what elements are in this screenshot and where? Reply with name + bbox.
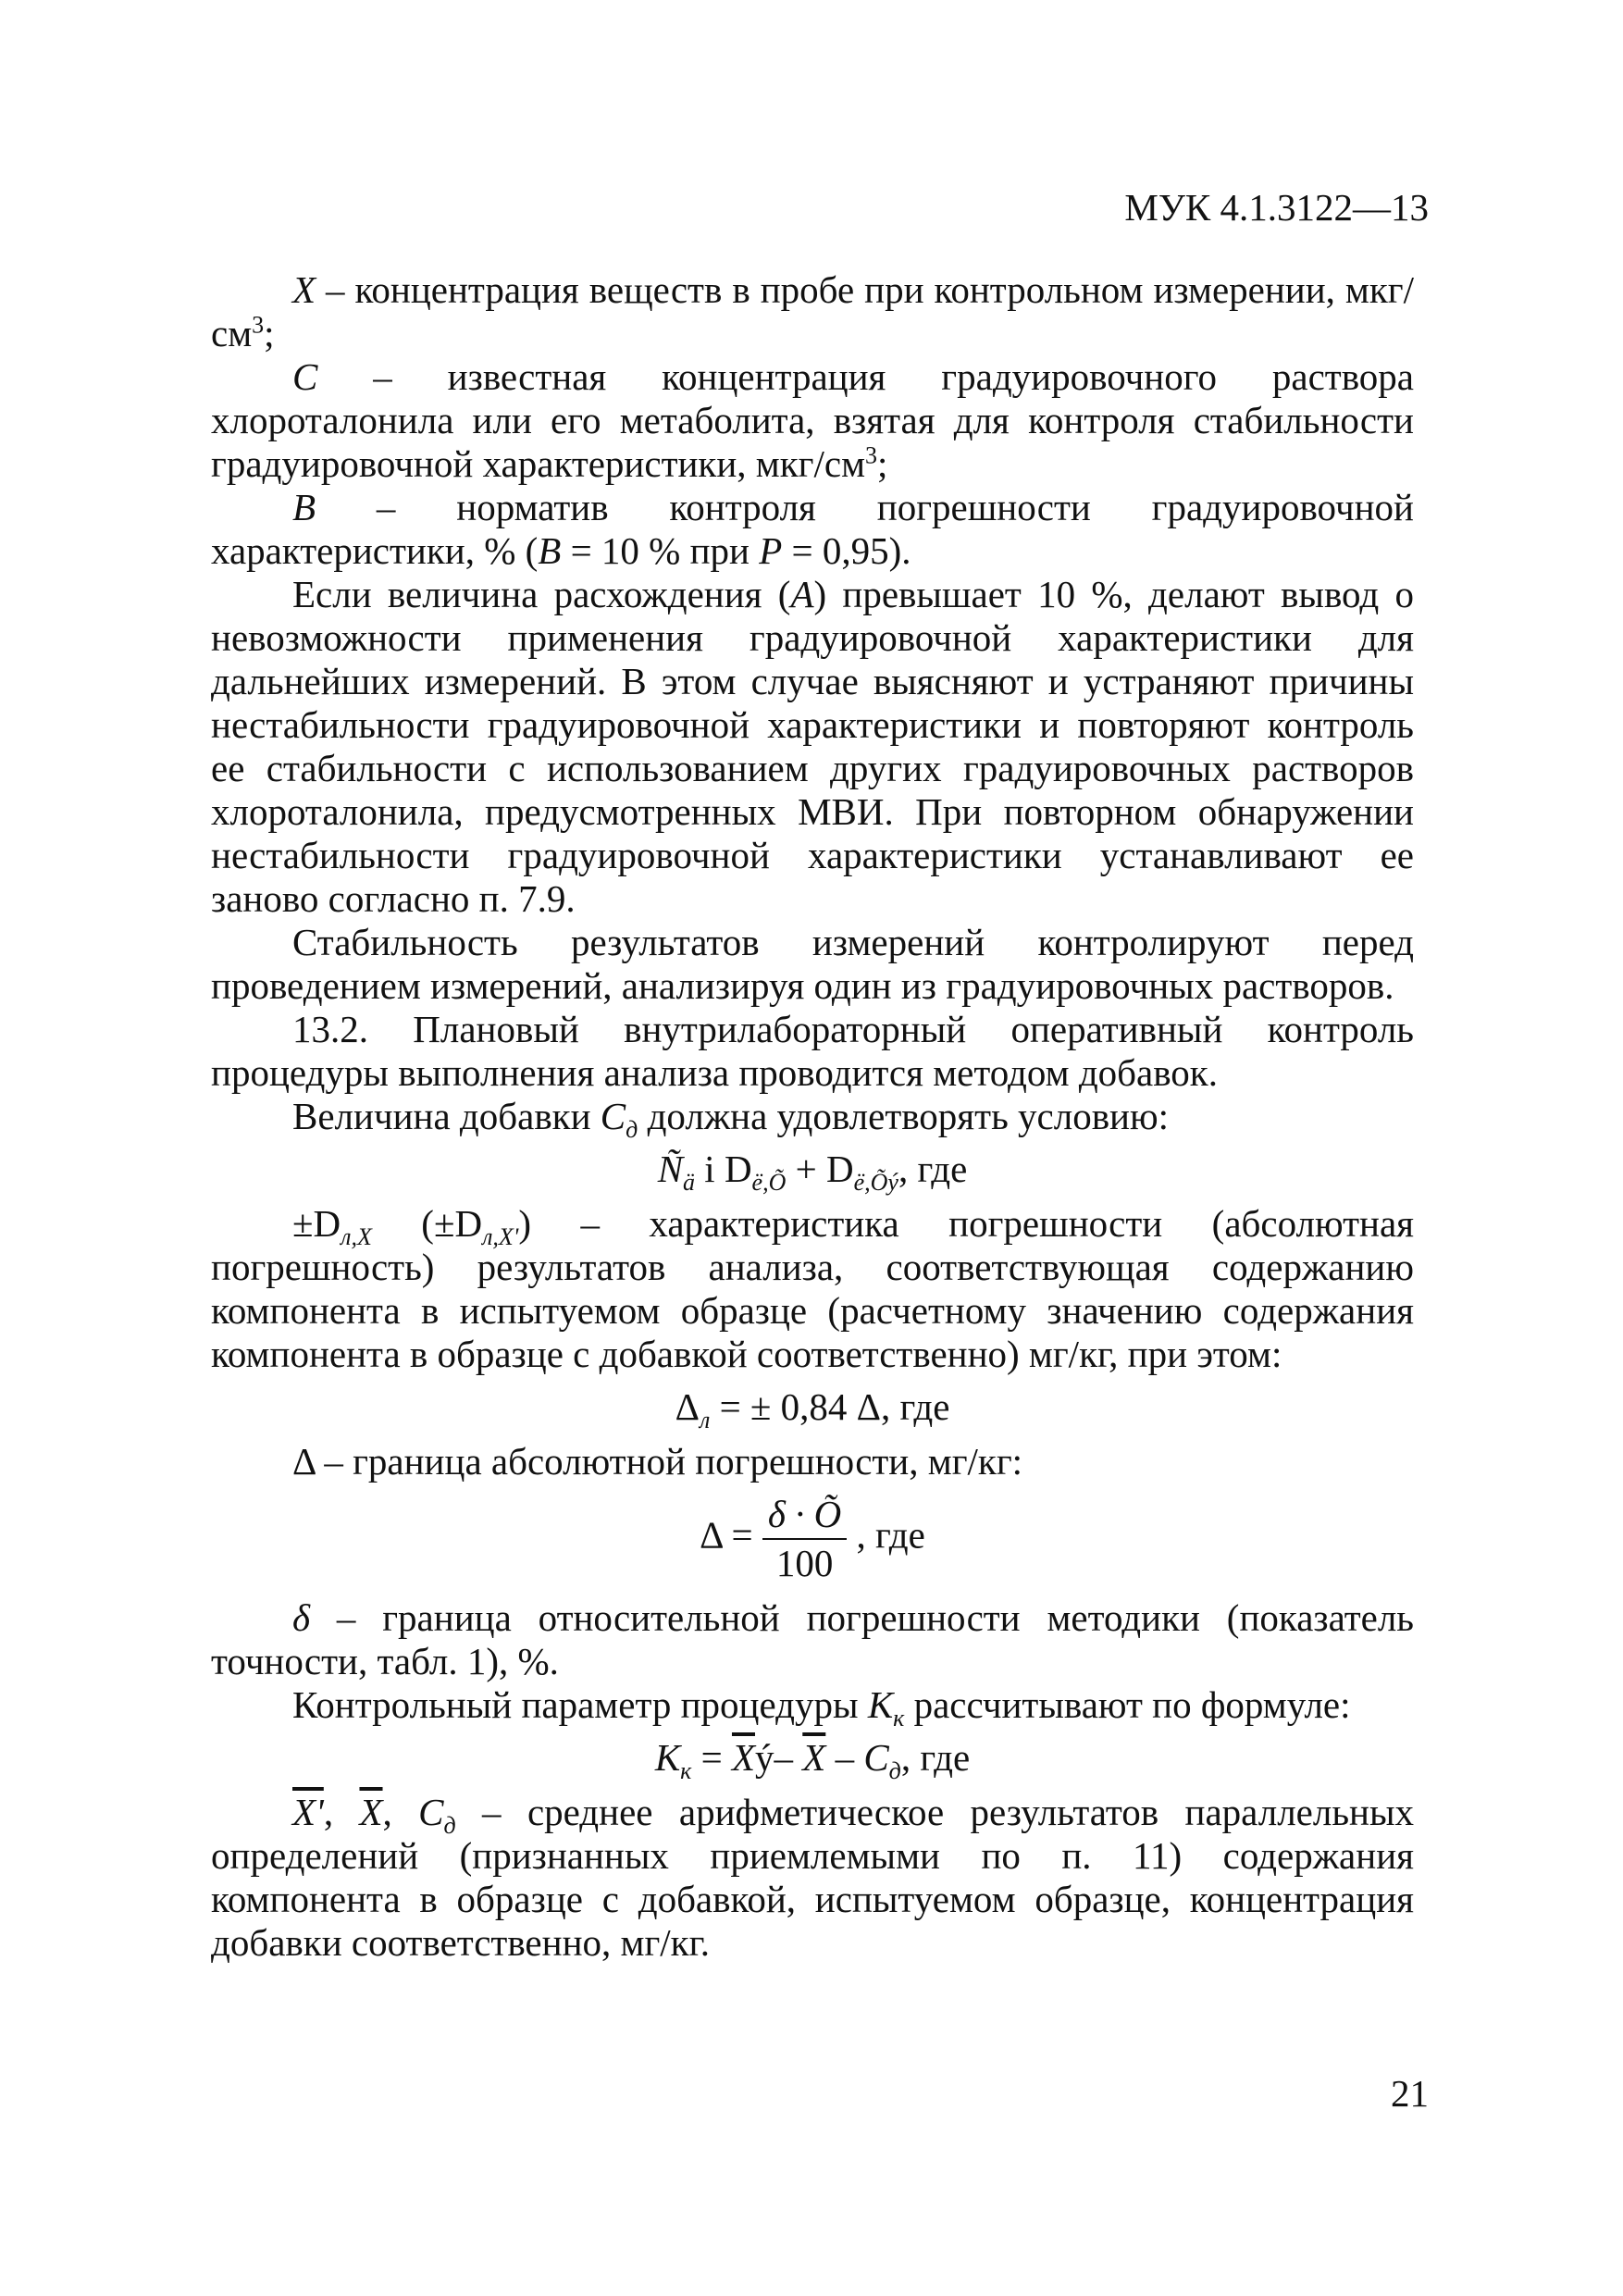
formula-subscript: л	[699, 1407, 711, 1434]
formula-subscript: ë,Õý	[853, 1169, 898, 1197]
symbol: B	[538, 529, 562, 572]
formula-text: –	[825, 1736, 864, 1779]
paragraph-delta-definition: Δ – граница абсолютной погрешности, мг/кг:	[292, 1440, 1023, 1483]
paragraph-text: ) – характеристика погрешности (абсолютная погрешность) результатов анализа, соответствующая содержанию компонента в испытуемом образце (расчетному значению содержания компонента в образце с добавкой соответственно) мг/кг, при этом:	[211, 1202, 1414, 1375]
paragraph-section-13-2: 13.2. Плановый внутрилабораторный оперативный контроль процедуры выполнения анализа проводится методом добавок.	[211, 1008, 1414, 1094]
formula-text: Δ =	[700, 1513, 762, 1557]
formula-text: , где	[847, 1513, 925, 1557]
symbol: A	[790, 573, 814, 615]
paragraph-control-parameter	[211, 1683, 1414, 1732]
formula-text: i D	[695, 1148, 752, 1190]
formula-subscript: к	[680, 1757, 692, 1785]
formula-text: ý	[755, 1736, 774, 1779]
formula-symbol: Ñ	[657, 1148, 684, 1190]
paragraph-stability: Стабильность результатов измерений контролируют перед проведением измерений, анализируя один из градуировочных растворов.	[211, 921, 1414, 1007]
formula-text: –	[774, 1736, 803, 1779]
formula-symbol: Δ	[675, 1385, 700, 1428]
symbol: δ	[292, 1596, 311, 1639]
paragraph-text: Величина добавки	[292, 1095, 601, 1137]
paragraph-text: Контрольный параметр процедуры	[292, 1683, 868, 1726]
definition-tail: = 0,95).	[782, 529, 911, 572]
symbol: C	[418, 1791, 444, 1833]
formula-delta	[211, 1493, 1414, 1585]
paragraph-mean-definitions	[211, 1791, 1414, 1965]
formula-symbol: $\overline{X}$	[731, 1736, 756, 1779]
paragraph-text: (±D	[371, 1202, 483, 1245]
fraction-denominator: 100	[775, 1542, 834, 1584]
formula-symbol: $\overline{X}$	[802, 1736, 826, 1779]
paragraph-text: ,	[382, 1791, 419, 1833]
paragraph-error-characteristic	[211, 1202, 1414, 1376]
paragraph-text: ,	[323, 1791, 360, 1833]
subscript: л,Х	[341, 1223, 372, 1251]
definition-text: – норматив контроля погрешности градуировочной характеристики, % (	[211, 486, 1414, 572]
symbol: P	[759, 529, 783, 572]
paragraph-discrepancy	[211, 573, 1414, 921]
formula-symbol: K	[654, 1736, 681, 1779]
paragraph-text: ±D	[292, 1202, 341, 1245]
definition-text: = 10 % при	[561, 529, 760, 572]
formula-control-parameter	[211, 1736, 1414, 1785]
formula-text: = ± 0,84 Δ, где	[710, 1385, 950, 1428]
superscript: 3	[865, 441, 878, 469]
page-number: 21	[1391, 2072, 1429, 2115]
formula-subscript: ë,Õ	[751, 1169, 787, 1197]
paragraph-text: должна удовлетворять условию:	[638, 1095, 1170, 1137]
subscript: л,Х'	[482, 1223, 519, 1251]
definition-b	[211, 486, 1414, 573]
formula-subscript: ä	[683, 1169, 696, 1197]
formula-subscript: д	[888, 1757, 901, 1785]
formula-delta-l	[211, 1385, 1414, 1434]
formula-text: , где	[900, 1736, 971, 1779]
formula-text: + D	[786, 1148, 854, 1190]
paragraph-text: – граница относительной погрешности методики (показатель точности, табл. 1), %.	[211, 1596, 1414, 1682]
formula-text: =	[691, 1736, 732, 1779]
paragraph-additive	[211, 1095, 1414, 1144]
fraction	[762, 1493, 847, 1585]
formula-additive-condition	[211, 1148, 1414, 1197]
definition-tail: ;	[877, 442, 888, 485]
formula-symbol: C	[863, 1736, 889, 1779]
symbol: X	[292, 268, 316, 311]
definition-text: – концентрация веществ в пробе при контрольном измерении, мкг/см	[211, 268, 1414, 354]
symbol: K	[867, 1683, 894, 1726]
paragraph-delta-relative	[211, 1596, 1414, 1683]
definition-x	[211, 268, 1414, 355]
definition-text: – известная концентрация градуировочного раствора хлороталонила или его метаболита, взятая для контроля стабильности градуировочной характеристики, мкг/см	[211, 355, 1414, 485]
symbol: X'	[292, 1791, 324, 1833]
paragraph-text: ) превышает 10 %, делают вывод о невозможности применения градуировочной характеристики для дальнейших измерений. В этом случае выясняют и устраняют причины нестабильности градуировочной характеристики и повторяют контроль ее стабильности с использованием других градуировочных растворов хлороталонила, предусмотренных МВИ. При повторном обнаружении нестабильности градуировочной характеристики устанавливают ее заново согласно п. 7.9.	[211, 573, 1414, 920]
subscript: к	[893, 1705, 905, 1732]
paragraph-text: – среднее арифметическое результатов параллельных определений (признанных приемлемыми по п. 11) содержания компонента в образце с добавкой, испытуемом образце, концентрация добавки соответственно, мг/кг.	[211, 1791, 1415, 1964]
paragraph-text: Если величина расхождения (	[292, 573, 791, 615]
symbol: C	[292, 355, 318, 398]
definition-c	[211, 355, 1414, 486]
subscript: д	[626, 1116, 638, 1144]
fraction-numerator: δ · Õ	[762, 1493, 847, 1540]
definition-tail: ;	[264, 312, 275, 354]
symbol: B	[292, 486, 316, 528]
document-code: МУК 4.1.3122—13	[1124, 186, 1429, 229]
symbol: $\overline{X}$	[359, 1791, 383, 1833]
formula-text: , где	[898, 1148, 968, 1190]
superscript: 3	[252, 311, 265, 339]
paragraph-text: рассчитывают по формуле:	[904, 1683, 1351, 1726]
subscript: д	[443, 1812, 456, 1840]
body-text	[211, 268, 1414, 1965]
symbol: C	[600, 1095, 626, 1137]
